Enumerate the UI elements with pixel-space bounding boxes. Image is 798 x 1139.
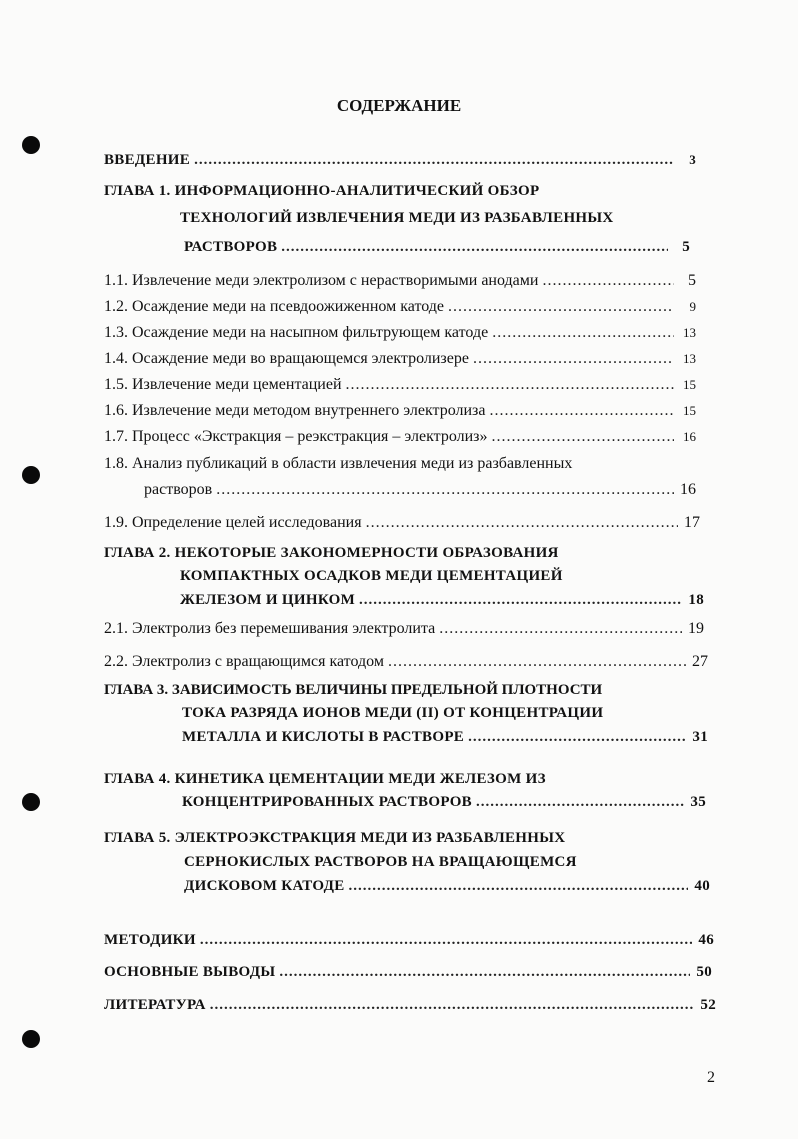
toc-section-2-2 bbox=[104, 653, 708, 671]
toc-label: 1.6. Извлечение меди методом внутреннего электролиза bbox=[104, 402, 486, 419]
toc-label: 1.9. Определение целей исследования bbox=[104, 514, 362, 531]
toc-page: 13 bbox=[683, 325, 696, 340]
toc-leader bbox=[464, 729, 686, 746]
toc-label: 2.1. Электролиз без перемешивания электролита bbox=[104, 620, 436, 637]
toc-leader bbox=[538, 272, 674, 290]
toc-leader bbox=[487, 428, 674, 446]
toc-page: 15 bbox=[683, 377, 696, 392]
toc-page: 40 bbox=[694, 878, 710, 894]
toc-page: 16 bbox=[680, 481, 696, 498]
toc-page: 50 bbox=[696, 964, 712, 980]
toc-intro bbox=[104, 152, 696, 169]
toc-leader bbox=[196, 932, 692, 949]
toc-label: ДИСКОВОМ КАТОДЕ bbox=[184, 878, 345, 894]
toc-ch3-line1: ГЛАВА 3. ЗАВИСИМОСТЬ ВЕЛИЧИНЫ ПРЕДЕЛЬНОЙ ПЛОТНОСТИ bbox=[104, 682, 603, 698]
toc-page: 13 bbox=[683, 351, 696, 366]
toc-label: 1.5. Извлечение меди цементацией bbox=[104, 376, 342, 393]
toc-leader bbox=[206, 997, 694, 1014]
toc-ch5 bbox=[184, 878, 710, 895]
toc-page: 16 bbox=[683, 429, 696, 444]
toc-ch1-line2: ТЕХНОЛОГИЙ ИЗВЛЕЧЕНИЯ МЕДИ ИЗ РАЗБАВЛЕННЫХ bbox=[180, 210, 614, 226]
toc-label: ВВЕДЕНИЕ bbox=[104, 152, 191, 168]
toc-page: 46 bbox=[698, 932, 714, 948]
toc-leader bbox=[190, 152, 674, 169]
toc-page: 17 bbox=[684, 514, 700, 531]
binder-hole-3 bbox=[22, 793, 40, 811]
toc-label: РАСТВОРОВ bbox=[184, 239, 278, 255]
toc-section-1-2 bbox=[104, 298, 696, 316]
toc-ch3-line2: ТОКА РАЗРЯДА ИОНОВ МЕДИ (II) ОТ КОНЦЕНТРАЦИИ bbox=[182, 705, 604, 721]
toc-ch2-line2: КОМПАКТНЫХ ОСАДКОВ МЕДИ ЦЕМЕНТАЦИЕЙ bbox=[180, 568, 563, 584]
toc-section-1-4 bbox=[104, 350, 696, 368]
page-number: 2 bbox=[707, 1069, 715, 1086]
toc-page: 27 bbox=[692, 653, 708, 670]
page-title: СОДЕРЖАНИЕ bbox=[336, 96, 462, 115]
toc-conclusions bbox=[104, 964, 712, 981]
toc-ch4-line1: ГЛАВА 4. КИНЕТИКА ЦЕМЕНТАЦИИ МЕДИ ЖЕЛЕЗОМ ИЗ bbox=[104, 771, 546, 787]
toc-leader bbox=[444, 298, 674, 316]
toc-section-1-8-line1: 1.8. Анализ публикаций в области извлечения меди из разбавленных bbox=[104, 455, 573, 472]
toc-section-1-8 bbox=[144, 481, 696, 499]
toc-label: КОНЦЕНТРИРОВАННЫХ РАСТВОРОВ bbox=[182, 794, 472, 810]
toc-section-2-1 bbox=[104, 620, 704, 638]
toc-page: 19 bbox=[688, 620, 704, 637]
toc-section-1-3 bbox=[104, 324, 696, 342]
toc-methods bbox=[104, 932, 714, 949]
toc-section-1-1 bbox=[104, 272, 696, 290]
toc-page: 9 bbox=[689, 299, 696, 314]
toc-leader bbox=[472, 794, 684, 811]
toc-leader bbox=[488, 324, 674, 342]
toc-leader bbox=[485, 402, 674, 420]
toc-ch1 bbox=[184, 239, 690, 256]
toc-label: ЖЕЛЕЗОМ И ЦИНКОМ bbox=[180, 592, 356, 608]
toc-label: МЕТОДИКИ bbox=[104, 932, 196, 948]
toc-leader bbox=[212, 481, 674, 499]
toc-ch2 bbox=[180, 592, 704, 609]
toc-page: 3 bbox=[689, 152, 696, 167]
toc-label: 1.7. Процесс «Экстракция – реэкстракция – электролиз» bbox=[104, 428, 488, 445]
binder-hole-2 bbox=[22, 466, 40, 484]
toc-page: 5 bbox=[688, 272, 696, 289]
toc-section-1-5 bbox=[104, 376, 696, 394]
toc-leader bbox=[362, 514, 678, 532]
toc-leader bbox=[435, 620, 682, 638]
toc-section-1-9 bbox=[104, 514, 700, 532]
toc-label: 1.3. Осаждение меди на насыпном фильтрующем катоде bbox=[104, 324, 489, 341]
toc-leader bbox=[469, 350, 674, 368]
toc-ch5-line1: ГЛАВА 5. ЭЛЕКТРОЭКСТРАКЦИЯ МЕДИ ИЗ РАЗБАВЛЕННЫХ bbox=[104, 830, 566, 846]
toc-leader bbox=[345, 878, 688, 895]
toc-ch1-line1: ГЛАВА 1. ИНФОРМАЦИОННО-АНАЛИТИЧЕСКИЙ ОБЗОР bbox=[104, 183, 540, 199]
toc-label: растворов bbox=[144, 481, 213, 498]
toc-label: 1.2. Осаждение меди на псевдоожиженном катоде bbox=[104, 298, 445, 315]
toc-ch5-line2: СЕРНОКИСЛЫХ РАСТВОРОВ НА ВРАЩАЮЩЕМСЯ bbox=[184, 854, 577, 870]
toc-ch4 bbox=[182, 794, 706, 811]
toc-label: ЛИТЕРАТУРА bbox=[104, 997, 206, 1013]
toc-leader bbox=[355, 592, 682, 609]
toc-page: 5 bbox=[682, 239, 690, 255]
toc-literature bbox=[104, 997, 716, 1014]
toc-label: ОСНОВНЫЕ ВЫВОДЫ bbox=[104, 964, 276, 980]
toc-page: 52 bbox=[700, 997, 716, 1013]
toc-leader bbox=[275, 964, 690, 981]
toc-label: МЕТАЛЛА И КИСЛОТЫ В РАСТВОРЕ bbox=[182, 729, 465, 745]
toc-section-1-6 bbox=[104, 402, 696, 420]
toc-label: 2.2. Электролиз с вращающимся катодом bbox=[104, 653, 384, 670]
toc-ch3 bbox=[182, 729, 708, 746]
binder-hole-1 bbox=[22, 136, 40, 154]
toc-section-1-7 bbox=[104, 428, 696, 446]
toc-leader bbox=[342, 376, 674, 394]
binder-hole-4 bbox=[22, 1030, 40, 1048]
toc-page: 31 bbox=[692, 729, 708, 745]
toc-label: 1.4. Осаждение меди во вращающемся электролизере bbox=[104, 350, 469, 367]
toc-page: 15 bbox=[683, 403, 696, 418]
toc-ch2-line1: ГЛАВА 2. НЕКОТОРЫЕ ЗАКОНОМЕРНОСТИ ОБРАЗОВАНИЯ bbox=[104, 545, 559, 561]
toc-page: 35 bbox=[690, 794, 706, 810]
toc-label: 1.1. Извлечение меди электролизом с нерастворимыми анодами bbox=[104, 272, 539, 289]
toc-page: 18 bbox=[688, 592, 704, 608]
toc-leader bbox=[277, 239, 668, 256]
toc-leader bbox=[384, 653, 686, 671]
